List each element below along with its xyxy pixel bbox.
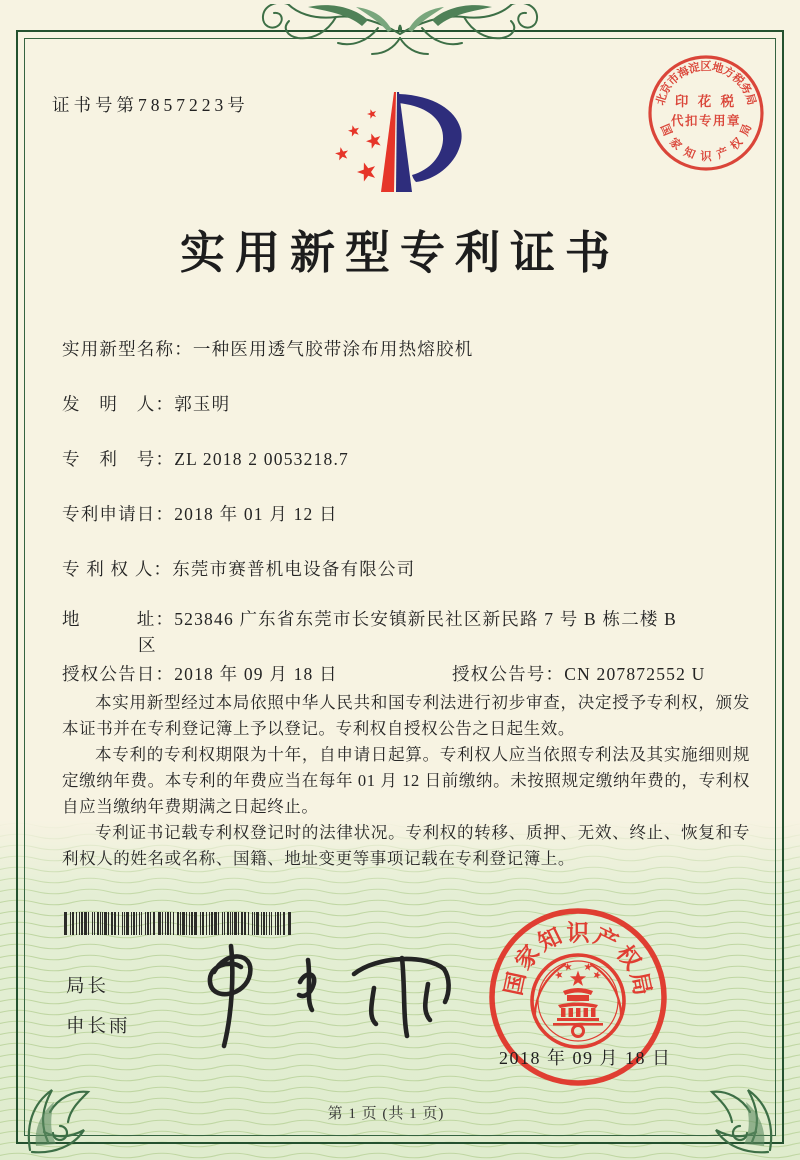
svg-text:国: 国 (500, 969, 531, 998)
field-label: 专 利 号： (62, 449, 175, 469)
field-value: 2018 年 09 月 18 日 (174, 664, 338, 684)
svg-text:区: 区 (700, 61, 712, 73)
svg-text:淀: 淀 (687, 61, 702, 76)
field-value: 区 (138, 635, 157, 655)
logo-blue-wedge (396, 92, 412, 192)
certificate-number: 证书号第7857223号 (52, 95, 249, 115)
stamp-center-line1: 印 花 税 (674, 94, 738, 109)
field-label: 专 利 权 人： (62, 559, 173, 579)
field-value: ZL 2018 2 0053218.7 (174, 449, 349, 469)
top-flourish-ornament (256, 4, 544, 62)
svg-text:税: 税 (729, 71, 747, 89)
seal-date: 2018 年 09 月 18 日 (499, 1048, 672, 1068)
field-label: 授权公告号： (452, 664, 565, 684)
svg-text:权: 权 (728, 136, 746, 153)
svg-text:务: 务 (737, 80, 754, 97)
svg-text:产: 产 (715, 146, 731, 162)
director-name: 申长雨 (66, 1017, 131, 1037)
field-value: 2018 年 01 月 12 日 (174, 504, 338, 524)
svg-text:方: 方 (720, 64, 737, 81)
director-signature-handwriting (178, 942, 468, 1060)
field-grant-date (62, 661, 338, 686)
svg-text:国: 国 (657, 122, 674, 138)
field-grant-number (452, 661, 705, 686)
svg-text:市: 市 (665, 71, 683, 89)
svg-text:局: 局 (625, 969, 656, 998)
field-value: 郭玉明 (174, 394, 231, 414)
svg-text:家: 家 (510, 940, 545, 975)
svg-text:海: 海 (675, 64, 692, 81)
field-inventor (62, 391, 230, 416)
director-title: 局长 (66, 977, 110, 997)
svg-text:局: 局 (738, 122, 755, 138)
svg-text:家: 家 (666, 136, 684, 153)
field-value: 东莞市赛普机电设备有限公司 (172, 559, 416, 579)
svg-text:识: 识 (566, 920, 590, 946)
svg-text:京: 京 (658, 80, 675, 97)
field-label: 发 明 人： (62, 394, 175, 414)
field-filing-date (62, 501, 338, 526)
field-utility-model-name (62, 336, 473, 361)
legal-text (62, 690, 750, 872)
stamp-center-line2: 代扣专用章 (670, 114, 742, 128)
svg-text:北: 北 (654, 92, 670, 107)
field-label: 地 址： (62, 609, 175, 629)
field-label: 实用新型名称： (62, 339, 193, 359)
svg-text:局: 局 (742, 92, 758, 107)
svg-text:识: 识 (700, 151, 712, 163)
svg-text:权: 权 (611, 940, 646, 975)
svg-text:知: 知 (681, 146, 697, 162)
field-address-line2 (138, 632, 157, 657)
field-patentee (62, 556, 415, 581)
page-number: 第 1 页 (共 1 页) (327, 1106, 445, 1122)
field-label: 授权公告日： (62, 664, 175, 684)
national-emblem (532, 955, 624, 1047)
logo-stars (334, 108, 383, 183)
paragraph-register: 专利证书记载专利权登记时的法律状况。专利权的转移、质押、无效、终止、恢复和专利权人的姓名或名称、国籍、地址变更等事项记载在专利登记簿上。 (62, 823, 750, 868)
field-label: 专利申请日： (62, 504, 175, 524)
field-value: 523846 广东省东莞市长安镇新民社区新民路 7 号 B 栋二楼 B (174, 609, 678, 629)
cnipa-patent-logo (330, 88, 470, 200)
field-value: 一种医用透气胶带涂布用热熔胶机 (192, 339, 474, 359)
paragraph-grant: 本实用新型经过本局依照中华人民共和国专利法进行初步审查，决定授予专利权，颁发本证书并在专利登记簿上予以登记。专利权自授权公告之日起生效。 (62, 693, 750, 738)
svg-text:产: 产 (590, 923, 622, 956)
certificate-title: 实用新型专利证书 (179, 228, 620, 278)
barcode (64, 912, 296, 935)
stamp-tax-withholding (645, 52, 767, 174)
svg-text:知: 知 (534, 923, 566, 956)
logo-red-wedge (381, 92, 396, 192)
field-value: CN 207872552 U (564, 664, 706, 684)
svg-text:地: 地 (710, 61, 725, 76)
field-address (62, 606, 677, 631)
field-patent-number (62, 446, 349, 471)
paragraph-term-fees: 本专利的专利权期限为十年，自申请日起算。专利权人应当依照专利法及其实施细则规定缴纳年费。本专利的年费应当在每年 01 月 12 日前缴纳。未按照规定缴纳年费的，专利权自应当缴纳年费期满之日起终止。 (62, 745, 750, 816)
